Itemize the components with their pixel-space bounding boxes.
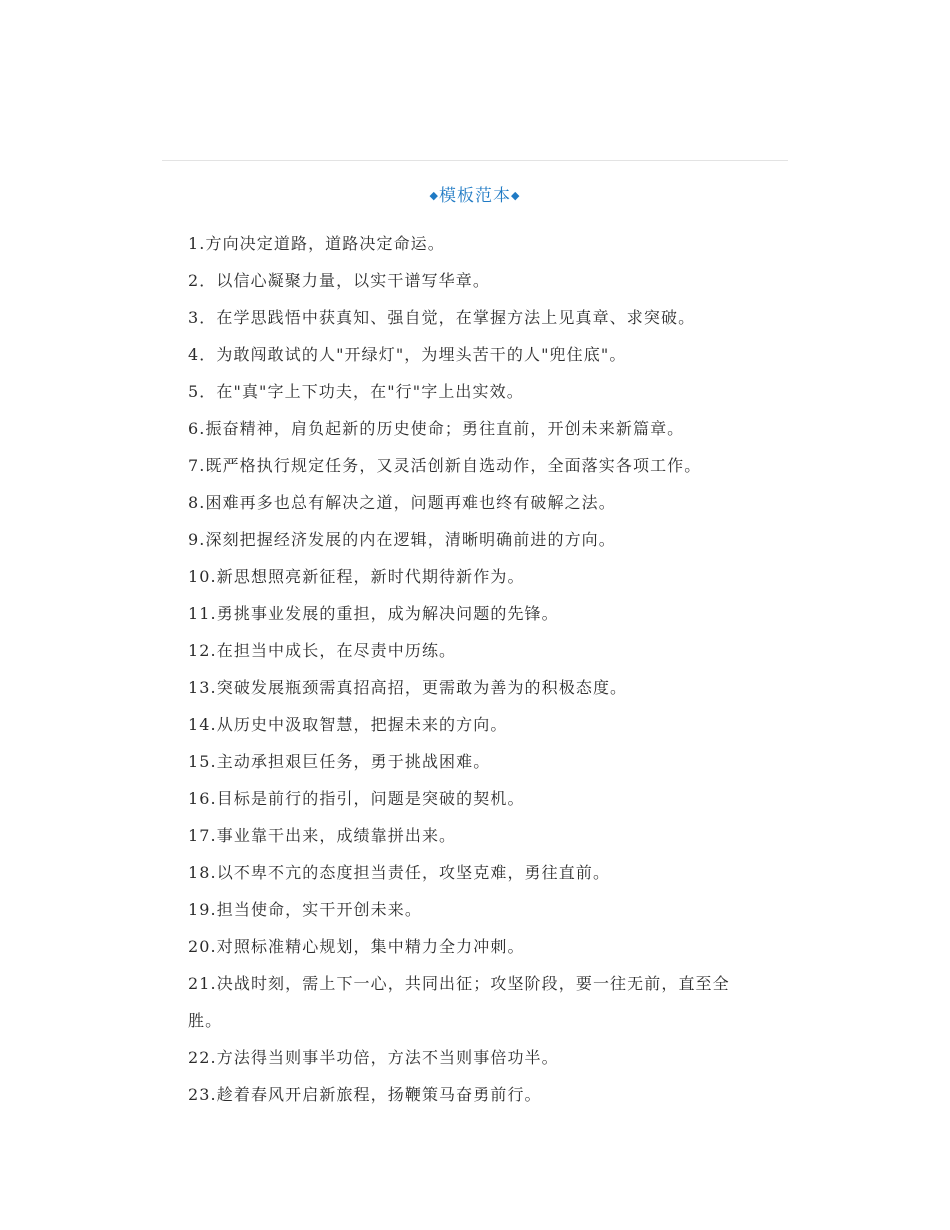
list-item: 23.趁着春风开启新旅程，扬鞭策马奋勇前行。: [188, 1085, 542, 1104]
list-item: 19.担当使命，实干开创未来。: [188, 900, 422, 919]
list-item: 8.困难再多也总有解决之道，问题再难也终有破解之法。: [188, 493, 616, 512]
document-title-text: 模板范本: [439, 186, 511, 206]
list-item: 6.振奋精神，肩负起新的历史使命；勇往直前，开创未来新篇章。: [188, 419, 685, 438]
diamond-icon: ◆: [511, 189, 521, 202]
list-item: 2．以信心凝聚力量，以实干谱写华章。: [188, 271, 490, 290]
list-item: 15.主动承担艰巨任务，勇于挑战困难。: [188, 752, 491, 771]
list-item: 5．在"真"字上下功夫，在"行"字上出实效。: [188, 382, 524, 401]
list-item: 20.对照标准精心规划，集中精力全力冲刺。: [188, 937, 525, 956]
list-item: 21.决战时刻，需上下一心，共同出征；攻坚阶段，要一往无前，直至全胜。: [188, 974, 730, 1030]
list-item: 22.方法得当则事半功倍，方法不当则事倍功半。: [188, 1048, 559, 1067]
slogan-list: [188, 225, 758, 1113]
header-divider: [162, 160, 788, 161]
list-item: 1.方向决定道路，道路决定命运。: [188, 234, 445, 253]
diamond-icon: ◆: [429, 189, 439, 202]
list-item: 13.突破发展瓶颈需真招高招，更需敢为善为的积极态度。: [188, 678, 628, 697]
document-title: [0, 184, 950, 208]
list-item: 4．为敢闯敢试的人"开绿灯"，为埋头苦干的人"兜住底"。: [188, 345, 627, 364]
list-item: 10.新思想照亮新征程，新时代期待新作为。: [188, 567, 525, 586]
list-item: 16.目标是前行的指引，问题是突破的契机。: [188, 789, 525, 808]
list-item: 18.以不卑不亢的态度担当责任，攻坚克难，勇往直前。: [188, 863, 611, 882]
list-item: 17.事业靠干出来，成绩靠拼出来。: [188, 826, 457, 845]
list-item: 7.既严格执行规定任务，又灵活创新自选动作，全面落实各项工作。: [188, 456, 702, 475]
list-item: 9.深刻把握经济发展的内在逻辑，清晰明确前进的方向。: [188, 530, 616, 549]
list-item: 3．在学思践悟中获真知、强自觉，在掌握方法上见真章、求突破。: [188, 308, 696, 327]
list-item: 12.在担当中成长，在尽责中历练。: [188, 641, 457, 660]
list-item: 14.从历史中汲取智慧，把握未来的方向。: [188, 715, 508, 734]
list-item: 11.勇挑事业发展的重担，成为解决问题的先锋。: [188, 604, 559, 623]
